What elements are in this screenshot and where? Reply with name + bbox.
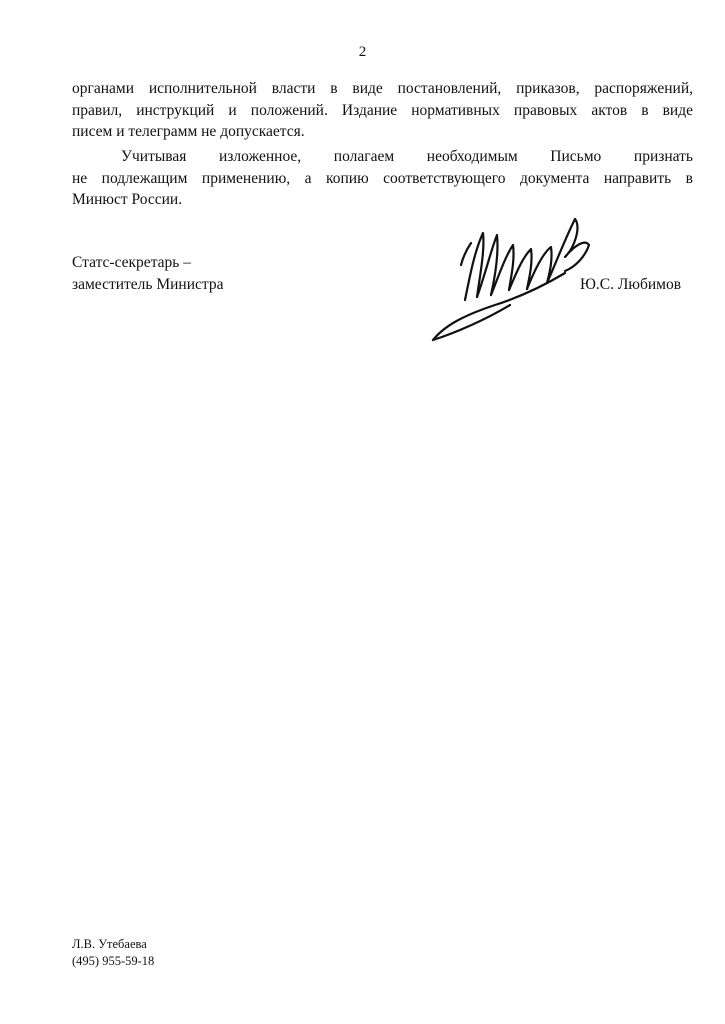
signer-title-line-1: Статс-секретарь – bbox=[72, 254, 191, 271]
paragraph-1 bbox=[72, 78, 693, 143]
signer-title bbox=[72, 252, 224, 295]
executor-block bbox=[72, 936, 154, 970]
paragraph-1-line-2: правил, инструкций и положений. Издание нормативных правовых актов в виде bbox=[72, 101, 693, 119]
paragraph-1-line-1: органами исполнительной власти в виде постановлений, приказов, распоряжений, bbox=[72, 80, 693, 97]
paragraph-2-line-1: Учитывая изложенное, полагаем необходимым Письмо признать bbox=[121, 148, 693, 165]
signer-name: Ю.С. Любимов bbox=[580, 276, 682, 293]
executor-name: Л.В. Утебаева bbox=[72, 937, 147, 951]
page-number: 2 bbox=[358, 44, 367, 60]
signer-title-line-2: заместитель Министра bbox=[72, 275, 224, 293]
paragraph-2 bbox=[72, 146, 693, 211]
executor-phone: (495) 955-59-18 bbox=[72, 954, 155, 968]
paragraph-1-line-3: писем и телеграмм не допускается. bbox=[72, 123, 305, 140]
signature-icon bbox=[425, 205, 595, 350]
paragraph-2-line-3: Минюст России. bbox=[72, 191, 183, 208]
paragraph-2-line-2: не подлежащим применению, а копию соответствующего документа направить в bbox=[72, 169, 693, 187]
